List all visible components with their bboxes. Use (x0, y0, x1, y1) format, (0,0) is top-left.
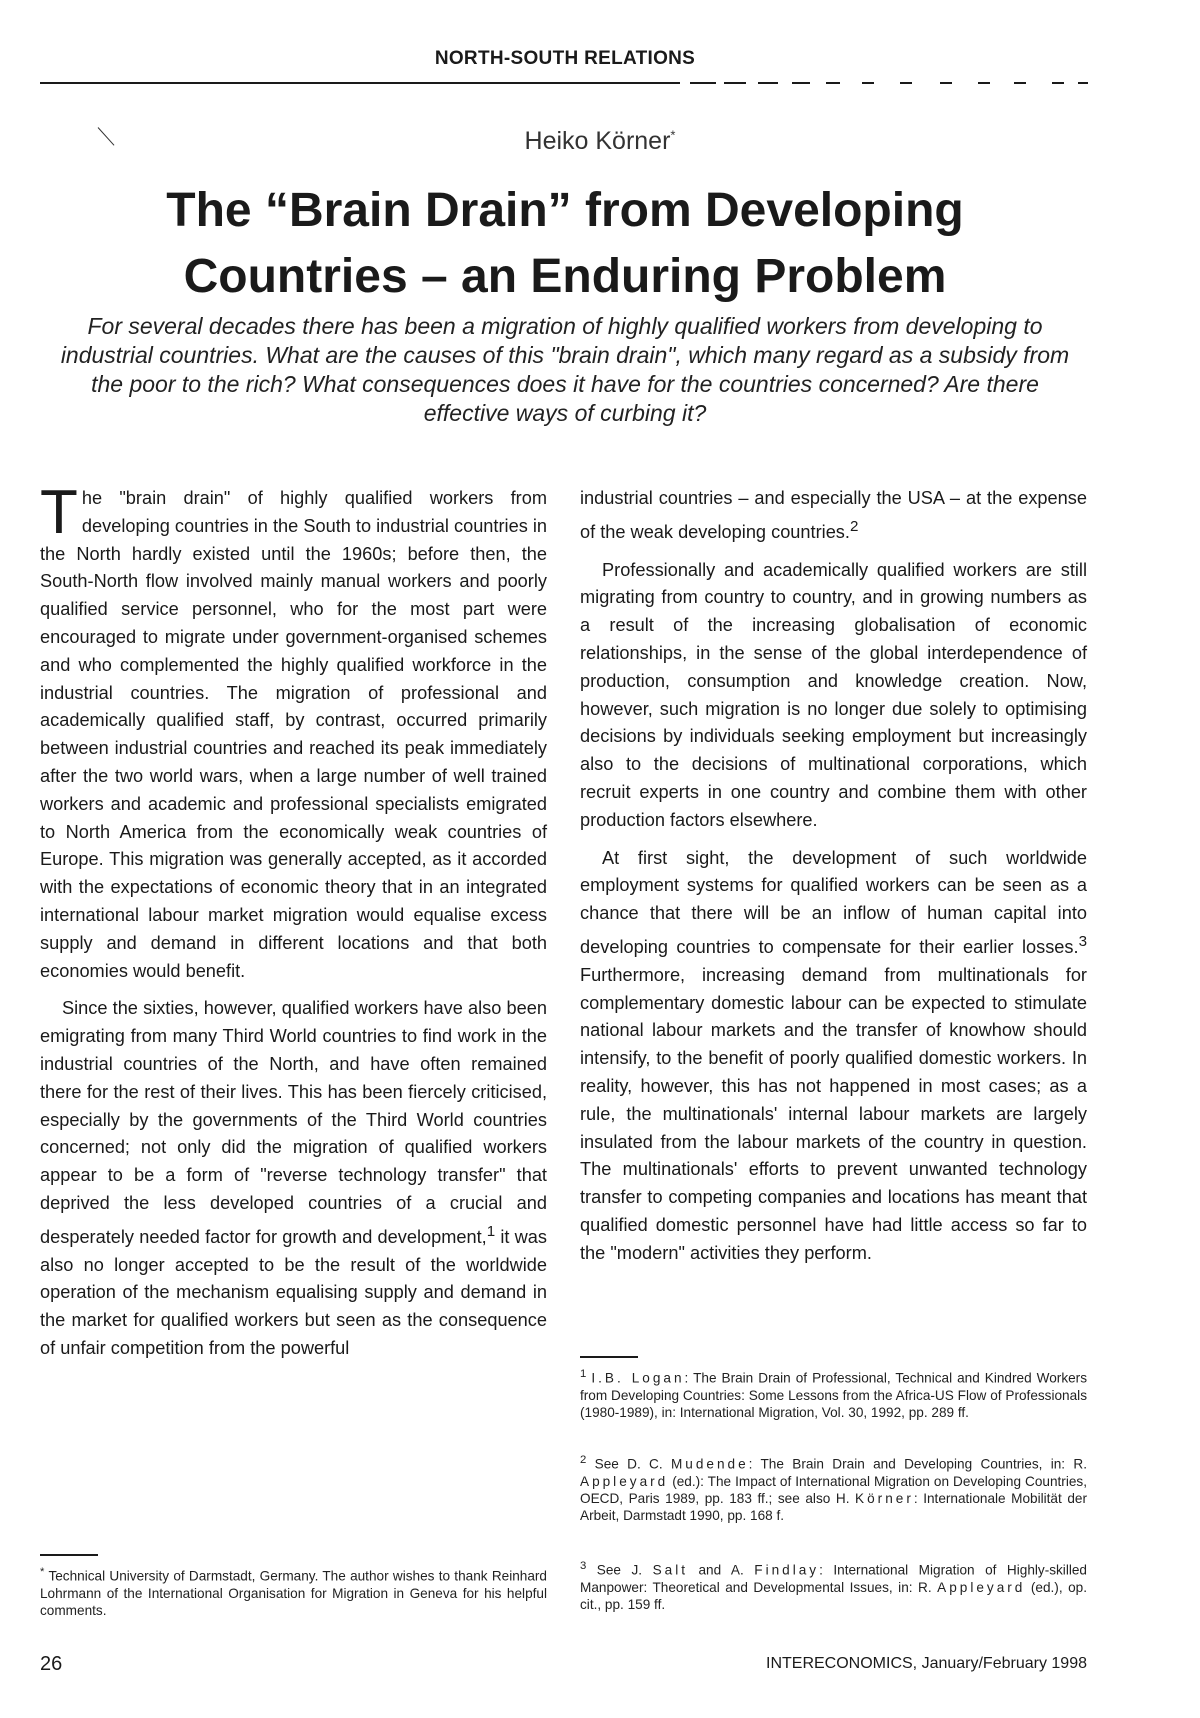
article-title (0, 178, 1130, 310)
body-column-right (580, 485, 1087, 1278)
body-paragraph (40, 995, 547, 1362)
footnote-text: : The Brain Drain and Developing Countries, in: R. (748, 1456, 1087, 1472)
footnote-ref[interactable]: 2 (849, 517, 859, 535)
footnote-text: and A. (688, 1562, 755, 1578)
page-number: 26 (40, 1653, 63, 1675)
header-rule-dash (758, 82, 778, 84)
header-rule-dash (978, 82, 990, 84)
footnote-text: See J. (586, 1562, 653, 1578)
cited-author: Mudende (670, 1456, 749, 1472)
footnote-author (40, 1564, 547, 1619)
header-rule-dash (1078, 82, 1088, 84)
drop-cap: T (40, 478, 78, 547)
paragraph-text: Since the sixties, however, qualified workers have also been emigrating from many Third World countries to find work in the industrial countries of the North, and have often remained there for the rest of their lives. This has been fiercely criticised, especially by the governments of the Third World countries concerned; not only did the migration of qualified workers appear to be a form of "reverse technology transfer" that deprived the less developed countries of a crucial and desperately needed factor for growth and development, (40, 998, 547, 1247)
header-rule (40, 82, 680, 84)
footnote-rule-right (580, 1356, 638, 1358)
header-rule-dash (900, 82, 912, 84)
paragraph-text: Furthermore, increasing demand from multinationals for complementary domestic labour can be expected to stimulate national labour markets and the transfer of knowhow should intensify, to the benefit of poorly qualified domestic workers. In reality, however, this has not happened in most cases; as a rule, the multinationals' internal labour markets are largely insulated from the labour markets of the country in question. The multinationals' efforts to prevent unwanted technology transfer to competing companies and locations has meant that qualified domestic personnel have had little access so far to the "modern" activities they perform. (580, 964, 1087, 1263)
header-rule-dash (1052, 82, 1064, 84)
body-paragraph (580, 485, 1087, 547)
footnote-text: Technical University of Darmstadt, Germany. The author wishes to thank Reinhard Lohrmann of the International Organisation for Migration in Geneva for his helpful comments. (40, 1568, 547, 1618)
body-paragraph (40, 478, 547, 985)
footnote-number: 1 (580, 1368, 587, 1380)
footnote-text: : International Migration of Highly-skilled Manpower: Theoretical and Developmental Issues, in: R. (580, 1562, 1087, 1595)
footnote-text: See D. C. (586, 1456, 671, 1472)
cited-editor: Appleyard (937, 1579, 1026, 1595)
paragraph-text: At first sight, the development of such worldwide employment systems for qualified workers can be seen as a chance that there will be an inflow of human capital into developing countries to compensate for their earlier losses. (580, 847, 1087, 958)
cited-author: I.B. Logan (591, 1370, 685, 1386)
title-line-2: Countries – an Enduring Problem (183, 250, 947, 303)
footnote-number: 3 (580, 1560, 587, 1572)
header-rule-dash (1014, 82, 1026, 84)
header-rule-dash (690, 82, 716, 84)
footnote-mark: * (40, 1566, 45, 1578)
paragraph-text: it was also no longer accepted to be the result of the worldwide operation of the mechanism equalising supply and demand in the market for qualified workers but seen as the consequence of unfair competition from the powerful (40, 1226, 547, 1358)
footnote-ref[interactable]: 1 (486, 1222, 496, 1240)
cited-author: Findlay (754, 1562, 820, 1578)
author-footnote-mark[interactable]: * (670, 127, 676, 143)
paragraph-text: industrial countries – and especially the USA – at the expense of the weak developing countries. (580, 488, 1087, 542)
footnote-2 (580, 1452, 1087, 1524)
section-header: NORTH-SOUTH RELATIONS (434, 48, 696, 69)
body-column-left (40, 478, 547, 1373)
footnote-text: : Internationale Mobilität der Arbeit, Darmstadt 1990, pp. 168 f. (580, 1490, 1087, 1524)
footnote-text: (ed.): The Impact of International Migration on Developing Countries, OECD, Paris 1989, pp. 183 ff.; see also H. (580, 1473, 1087, 1506)
title-line-1: The “Brain Drain” from Developing (166, 184, 964, 237)
cited-editor: Appleyard (580, 1473, 669, 1489)
lead-paragraph: For several decades there has been a migration of highly qualified workers from developing to industrial countries. What are the causes of this "brain drain", which many regard as a subsidy from the poor to the rich? What consequences does it have for the countries concerned? Are there effective ways of curbing it? (60, 313, 1070, 426)
header-rule-dash (940, 82, 952, 84)
body-paragraph (580, 845, 1087, 1268)
body-paragraph: Professionally and academically qualified workers are still migrating from country to country, and in growing numbers as a result of the increasing globalisation of economic relationships, in the sense of the global interdependence of production, consumption and knowledge creation. Now, however, such migration is no longer due solely to optimising decisions by individuals seeking employment but increasingly also to the decisions of multinational corporations, which recruit experts in one country and combine them with other production factors elsewhere. (580, 559, 1087, 830)
footnote-ref[interactable]: 3 (1078, 933, 1087, 951)
header-rule-dash (862, 82, 874, 84)
paragraph-text: he "brain drain" of highly qualified workers from developing countries in the South to industrial countries in the North hardly existed until the 1960s; before then, the South-North flow involved mainly manual workers and poorly qualified service personnel, who for the most part were encouraged to migrate under government-organised schemes and who complemented the highly qualified workforce in the industrial countries. The migration of professional and academically qualified staff, by contrast, occurred primarily between industrial countries and reached its peak immediately after the two world wars, when a large number of well trained workers and academic and professional specialists emigrated to North America from the economically weak countries of Europe. This migration was generally accepted, as it accorded with the expectations of economic theory that in an integrated international labour market migration would equalise excess supply and demand in different locations and that both economies would benefit. (40, 488, 547, 981)
header-rule-dash (724, 82, 746, 84)
footnote-3 (580, 1558, 1087, 1613)
cited-author: Salt (652, 1562, 688, 1578)
footnote-1 (580, 1366, 1087, 1421)
header-rule-dash (792, 82, 810, 84)
author-name: Heiko Körner (524, 127, 671, 155)
author-line (0, 127, 1200, 156)
footnote-number: 2 (580, 1454, 587, 1466)
footnote-text: : The Brain Drain of Professional, Technical and Kindred Workers from Developing Countries: Some Lessons from the Africa-US Flow of Professionals (1980-1989), in: International Migration, Vol. 30, 1992, pp. 289 ff. (580, 1370, 1088, 1420)
footnote-rule-left (40, 1554, 98, 1556)
cited-author: Körner (855, 1490, 914, 1506)
footnote-text: (ed.), op. cit., pp. 159 ff. (580, 1579, 1087, 1612)
journal-footer: INTERECONOMICS, January/February 1998 (766, 1655, 1087, 1672)
header-rule-dash (826, 82, 840, 84)
